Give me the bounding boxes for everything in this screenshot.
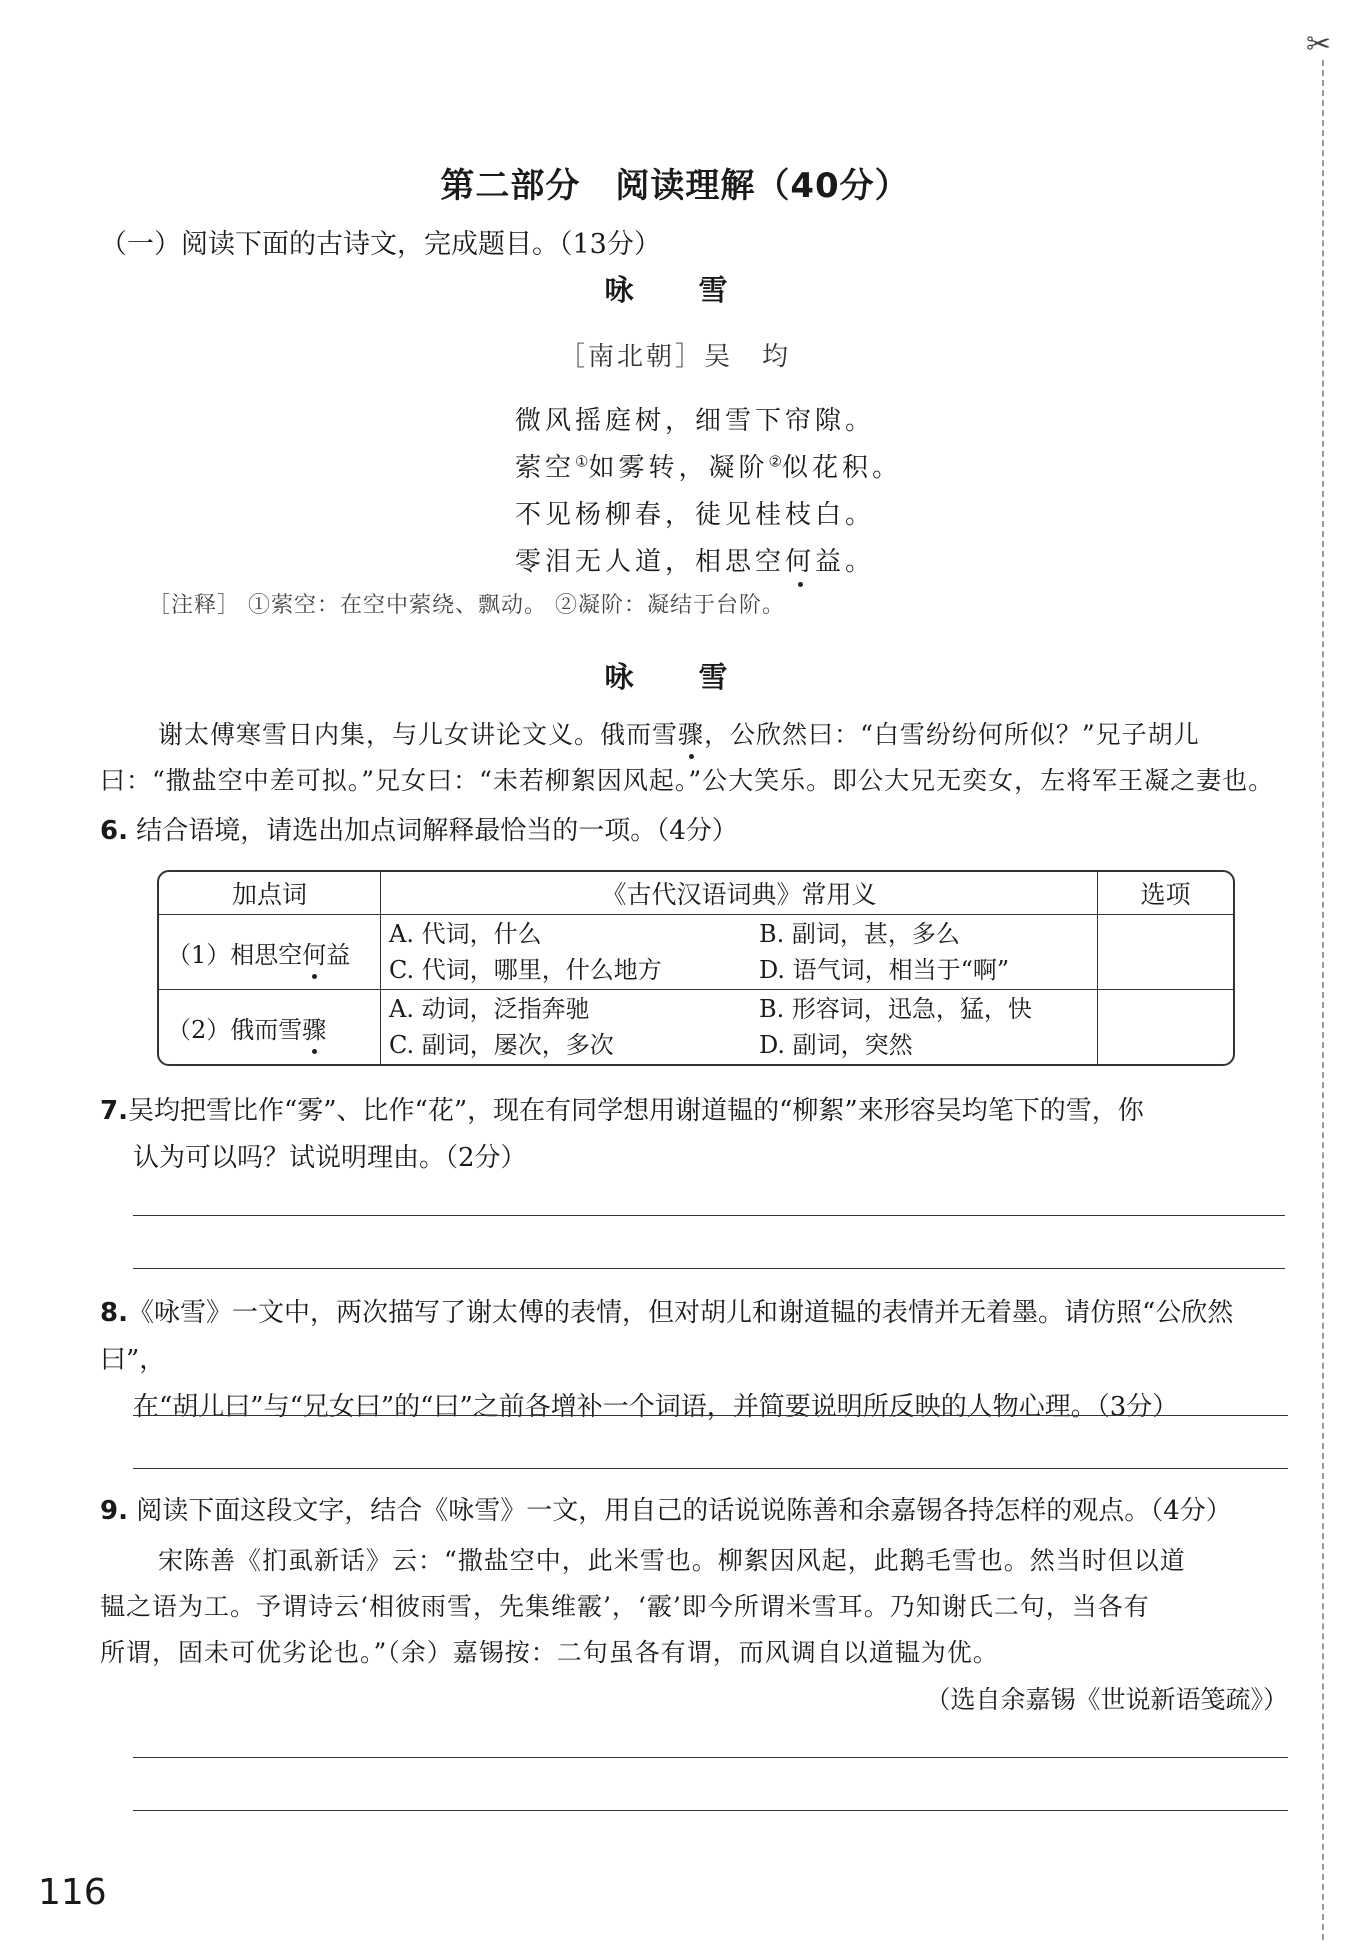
prose-paragraph: 谢太傅寒雪日内集，与儿女讲论文义。俄而雪骤 ，公欣然曰：“白雪纷纷何所似？”兄子胡儿曰：“撒盐空中差可拟。”兄女曰：“未若柳絮因风起。”公大笑乐。即公大兄无奕女，左将军王凝之妻也。 [100, 720, 1275, 795]
answer-line[interactable] [133, 1215, 1285, 1216]
question-text: 吴均把雪比作“雾”、比作“花”，现在有同学想用谢道韫的“柳絮”来形容吴均笔下的雪，你 [127, 1096, 1144, 1126]
answer-cell[interactable] [1098, 915, 1233, 990]
table-header: 《古代汉语词典》常用义 [381, 872, 1098, 915]
question-text: 认为可以吗？试说明理由。（2分） [133, 1143, 527, 1173]
question-9 [100, 1488, 1295, 1535]
option-b: B. 形容词，迅急，猛，快 [759, 995, 1032, 1023]
poem-line-text: 微风摇庭树，细雪下帘隙。 [515, 406, 876, 436]
footnote-marker: ② [768, 452, 782, 471]
answer-line[interactable] [133, 1468, 1288, 1469]
quote-line-3: 所谓，固未可优劣论也。”（余）嘉锡按：二句虽各有谓，而风调自以道韫为优。 [100, 1638, 999, 1667]
table-cell-word: （1）相思空何 益 [159, 915, 381, 990]
poem-line-1 [515, 400, 875, 437]
answer-line[interactable] [133, 1268, 1285, 1269]
answer-line[interactable] [133, 1810, 1288, 1811]
option-a: A. 动词，泛指奔驰 [389, 995, 590, 1023]
question-number: 8. [100, 1298, 128, 1328]
table-header: 选项 [1098, 872, 1233, 915]
poem-note: ［注释］ ①萦空：在空中萦绕、飘动。 ②凝阶：凝结于台阶。 [148, 593, 785, 618]
emphasis-dot-word: 骤 [678, 720, 704, 749]
question-number: 7. [100, 1096, 128, 1126]
answer-line[interactable] [133, 1415, 1288, 1416]
footnote-marker: ① [575, 452, 589, 471]
answer-cell[interactable] [1098, 990, 1233, 1064]
poem-line-text: 如雾转，凝阶 [588, 453, 769, 483]
scissors-icon: ✂ [1306, 27, 1332, 62]
vocab-table [157, 870, 1235, 1066]
prose-title: 咏 雪 [604, 660, 746, 694]
emphasis-dot-word: 何 [785, 547, 815, 577]
table-header-row [159, 872, 1233, 915]
poem-line-3 [515, 494, 875, 531]
option-b: B. 副词，甚，多么 [759, 920, 960, 948]
question-number: 6. [100, 816, 128, 846]
emphasis-dot-word: 何 [302, 941, 326, 969]
option-d: D. 语气词，相当于“啊” [759, 956, 1010, 984]
quote-line-2: 韫之语为工。予谓诗云‘相彼雨雪，先集维霰’，‘霰’即今所谓米雪耳。乃知谢氏二句，当各有 [100, 1592, 1150, 1621]
quote-line-1: 宋陈善《扪虱新话》云：“撒盐空中，此米雪也。柳絮因风起，此鹅毛雪也。然当时但以道 [158, 1546, 1186, 1575]
question-text: 阅读下面这段文字，结合《咏雪》一文，用自己的话说说陈善和余嘉锡各持怎样的观点。（4分） [136, 1496, 1232, 1526]
question-text: 在“胡儿曰”与“兄女曰”的“曰”之前各增补一个词语，并简要说明所反映的人物心理。（3分） [133, 1392, 1179, 1422]
poem-line-text: 似花积。 [781, 453, 902, 483]
table-cell-options [381, 990, 1098, 1064]
question-6 [100, 808, 1295, 855]
poem-title: 咏 雪 [604, 273, 746, 307]
table-cell-options [381, 915, 1098, 990]
page-number: 116 [38, 1872, 107, 1913]
question-7 [100, 1088, 1295, 1182]
question-number: 9. [100, 1496, 128, 1526]
poem-line-4 [515, 541, 875, 578]
table-header: 加点词 [159, 872, 381, 915]
question-text: 《咏雪》一文中，两次描写了谢太傅的表情，但对胡儿和谢道韫的表情并无着墨。请仿照“公欣然曰”， [100, 1298, 1234, 1375]
source-citation: （选自余嘉锡《世说新语笺疏》） [925, 1685, 1288, 1714]
table-row [159, 990, 1233, 1064]
option-c: C. 副词，屡次，多次 [389, 1031, 614, 1059]
poem-line-text: 萦空 [515, 453, 576, 483]
poem-line-2 [515, 447, 902, 484]
question-8 [100, 1290, 1295, 1431]
option-a: A. 代词，什么 [389, 920, 542, 948]
answer-line[interactable] [133, 1757, 1288, 1758]
poem-line-text: 益。 [815, 547, 876, 577]
option-c: C. 代词，哪里，什么地方 [389, 956, 662, 984]
option-d: D. 副词，突然 [759, 1031, 913, 1059]
section-heading: （一）阅读下面的古诗文，完成题目。（13分） [100, 229, 661, 260]
poem-line-text: 不见杨柳春，徒见桂枝白。 [515, 500, 876, 530]
poem-line-text: 零泪无人道，相思空 [515, 547, 786, 577]
emphasis-dot-word: 俄 [600, 720, 627, 749]
poem-author: ［南北朝］吴 均 [558, 342, 791, 372]
question-text: 结合语境，请选出加点词解释最恰当的一项。（4分） [136, 816, 738, 846]
emphasis-dot-word: 骤 [302, 1016, 326, 1044]
table-cell-word: （2）俄而雪骤 [159, 990, 381, 1064]
table-row [159, 915, 1233, 990]
part-title: 第二部分 阅读理解（40分） [440, 166, 910, 206]
